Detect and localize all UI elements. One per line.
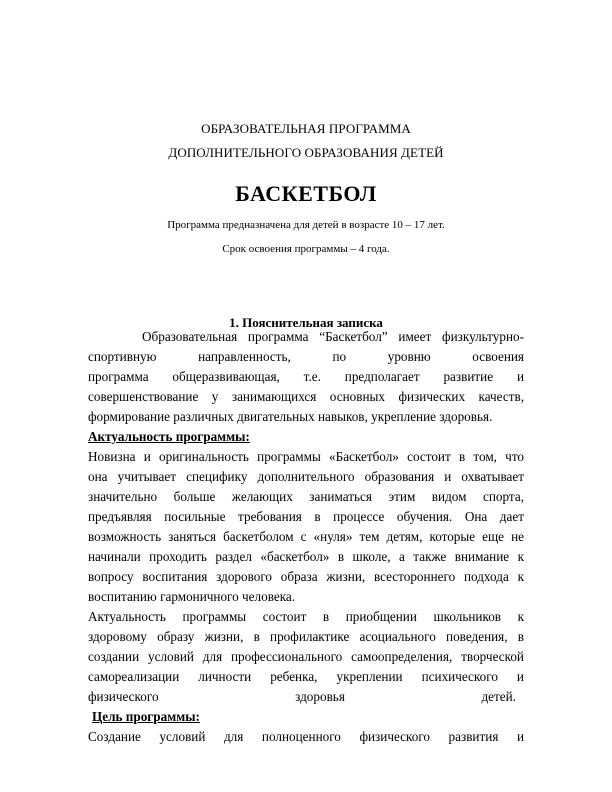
relevance-heading: Актуальность программы: [88,429,250,444]
intro-line: Образовательная программа “Баскетбол” имеет физкультурно- [142,329,524,344]
relevance-line: здоровому образу жизни, в профилактике асоциального поведения, в [88,629,524,644]
intro-line: формирование различных двигательных навыков, укрепление здоровья. [88,409,493,424]
novelty-line: значительно больше желающих заниматься этим видом спорта, [88,489,524,504]
goal-heading: Цель программы: [92,709,200,724]
relevance-line: Актуальность программы состоит в приобщении школьников к [88,609,524,624]
program-heading-line2: ДОПОЛНИТЕЛЬНОГО ОБРАЗОВАНИЯ ДЕТЕЙ [168,145,444,160]
goal-line: Создание условий для полноценного физического развития и [88,729,524,744]
program-heading-line1: ОБРАЗОВАТЕЛЬНАЯ ПРОГРАММА [201,121,411,136]
duration-note: Срок освоения программы – 4 года. [222,243,390,255]
novelty-line: предъявляя посильные требования в процессе обучения. Она дает [88,509,524,524]
intro-line: программа общеразвивающая, т.е. предполагает развитие и [88,369,524,384]
intro-line: совершенствование у занимающихся основных физических качеств, [88,389,524,404]
relevance-line: создании условий для профессионального самоопределения, творческой [88,649,524,664]
section-heading: 1. Пояснительная записка [229,315,383,330]
novelty-line: вопросу воспитания здорового образа жизни, всестороннего подхода к [88,569,524,584]
novelty-line: начинали проходить раздел «баскетбол» в школе, а также внимание к [88,549,524,564]
age-note: Программа предназначена для детей в возрасте 10 – 17 лет. [167,219,445,231]
novelty-line: возможность заняться баскетболом с «нуля» тем детям, которые еще не [88,529,524,544]
novelty-line: воспитанию гармоничного человека. [88,589,296,604]
document-title: БАСКЕТБОЛ [235,181,377,206]
novelty-line: Новизна и оригинальность программы «Баскетбол» состоит в том, что [88,449,524,464]
novelty-line: она учитывает специфику дополнительного образования и охватывает [88,469,524,484]
relevance-line: физического здоровья детей. [88,689,516,704]
relevance-line: самореализации личности ребенка, укреплении психического и [88,669,524,684]
intro-line: спортивную направленность, по уровню освоения [88,349,524,364]
